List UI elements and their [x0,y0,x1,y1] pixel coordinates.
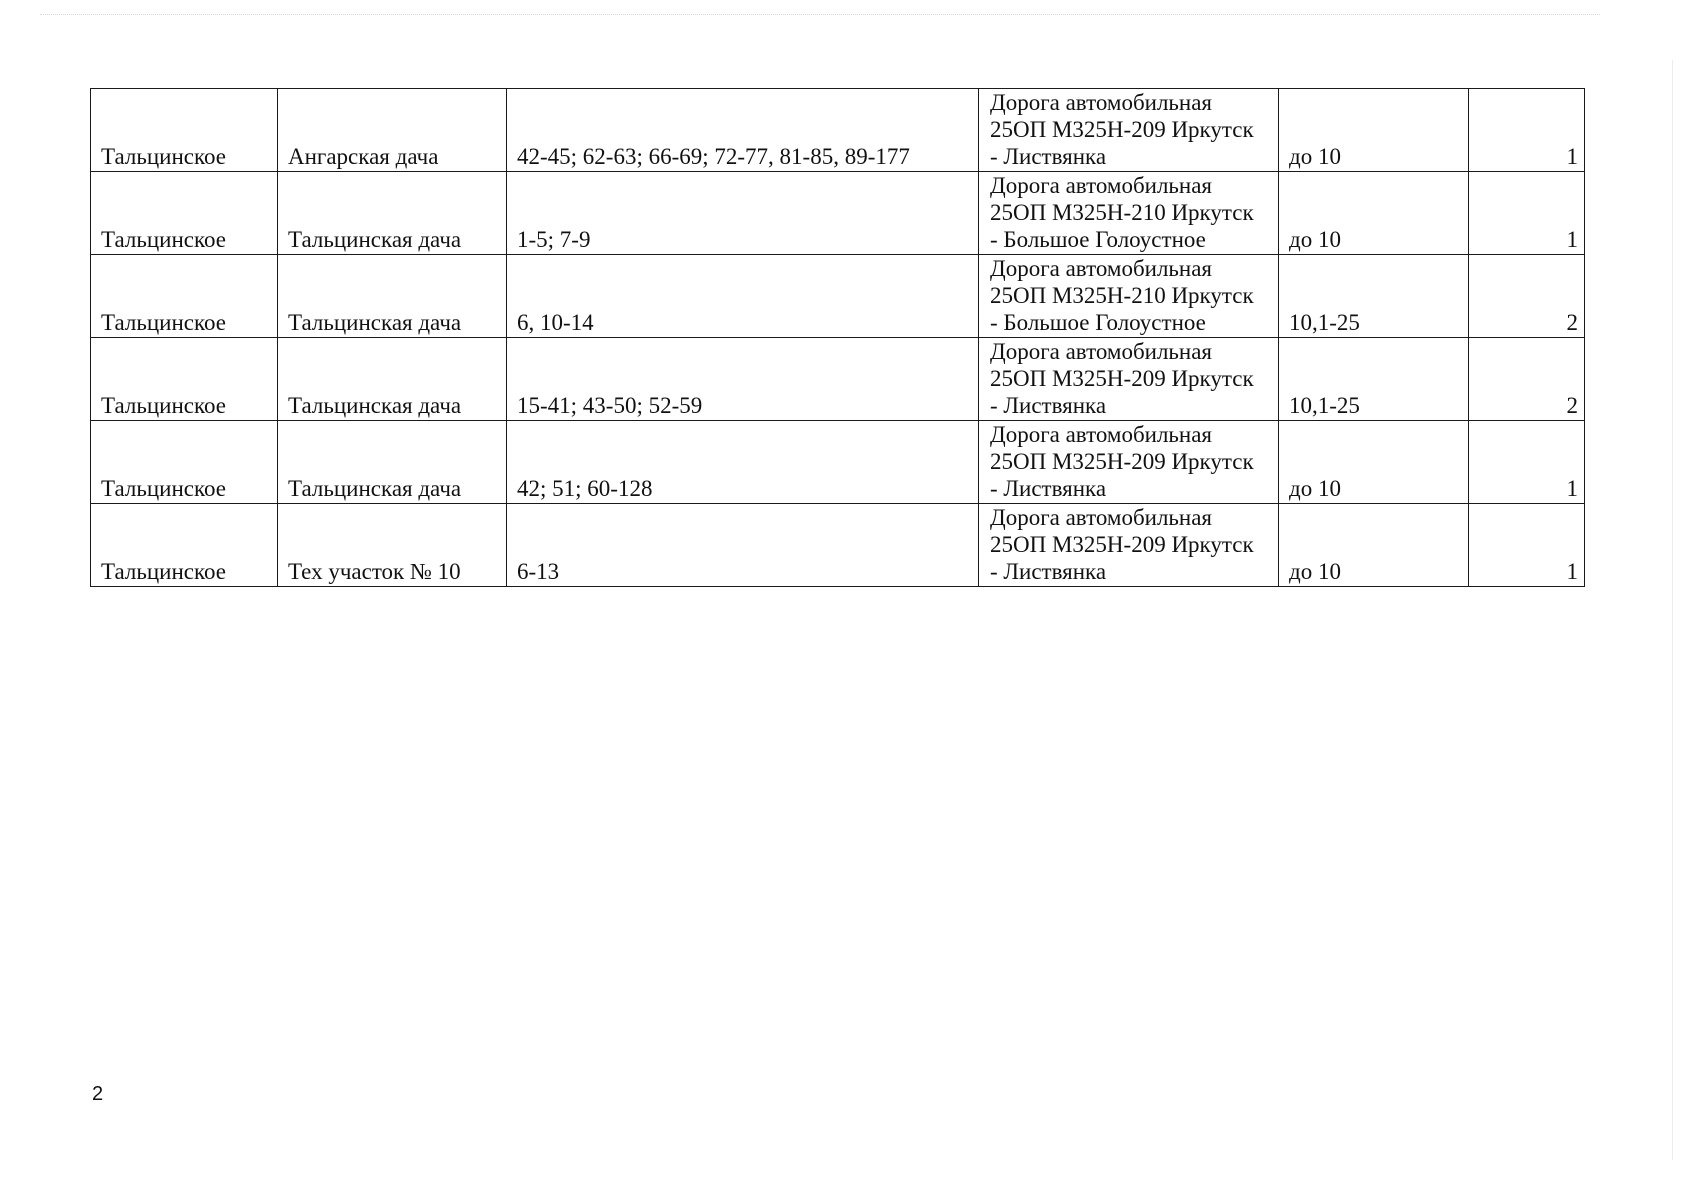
distance-cell: 10,1-25 [1279,338,1469,421]
road-line: 25ОП М325Н-210 Иркутск [990,283,1254,308]
count-cell: 1 [1469,421,1585,504]
road-line: Дорога автомобильная [990,173,1213,198]
settlement-cell: Тальцинское [91,89,278,172]
road-cell [979,89,1279,172]
road-line: 25ОП М325Н-209 Иркутск [990,449,1254,474]
blocks-cell: 42; 51; 60-128 [507,421,979,504]
road-line: 25ОП М325Н-209 Иркутск [990,366,1254,391]
road-cell [979,255,1279,338]
dacha-cell: Тальцинская дача [278,338,507,421]
road-cell [979,504,1279,587]
table-row [91,255,1585,338]
road-line: Дорога автомобильная [990,505,1213,530]
distance-cell: 10,1-25 [1279,255,1469,338]
settlement-cell: Тальцинское [91,172,278,255]
road-line: - Листвянка [990,393,1107,418]
scan-artifact-right-edge [1672,60,1673,1160]
road-line: - Листвянка [990,144,1107,169]
settlement-cell: Тальцинское [91,421,278,504]
road-line: 25ОП М325Н-209 Иркутск [990,532,1254,557]
dacha-cell: Тальцинская дача [278,421,507,504]
road-line: Дорога автомобильная [990,90,1213,115]
table-row [91,338,1585,421]
blocks-cell: 6, 10-14 [507,255,979,338]
table-row [91,89,1585,172]
road-line: - Большое Голоустное [990,227,1206,252]
dacha-cell: Тальцинская дача [278,255,507,338]
scan-artifact-top-edge [40,14,1600,15]
table-row [91,504,1585,587]
dacha-cell: Тех участок № 10 [278,504,507,587]
dacha-cell: Ангарская дача [278,89,507,172]
road-cell [979,338,1279,421]
count-cell: 2 [1469,255,1585,338]
road-cell [979,421,1279,504]
count-cell: 1 [1469,172,1585,255]
settlement-cell: Тальцинское [91,338,278,421]
dacha-cell: Тальцинская дача [278,172,507,255]
blocks-cell: 15-41; 43-50; 52-59 [507,338,979,421]
road-line: - Листвянка [990,559,1107,584]
count-cell: 1 [1469,89,1585,172]
table-row [91,421,1585,504]
forest-district-table [90,88,1585,587]
count-cell: 1 [1469,504,1585,587]
road-line: Дорога автомобильная [990,422,1213,447]
settlement-cell: Тальцинское [91,504,278,587]
blocks-cell: 42-45; 62-63; 66-69; 72-77, 81-85, 89-177 [507,89,979,172]
distance-cell: до 10 [1279,89,1469,172]
road-line: - Листвянка [990,476,1107,501]
table-row [91,172,1585,255]
blocks-cell: 6-13 [507,504,979,587]
road-line: 25ОП М325Н-209 Иркутск [990,117,1254,142]
road-cell [979,172,1279,255]
distance-cell: до 10 [1279,421,1469,504]
distance-cell: до 10 [1279,504,1469,587]
page-number: 2 [92,1083,104,1105]
blocks-cell: 1-5; 7-9 [507,172,979,255]
road-line: - Большое Голоустное [990,310,1206,335]
road-line: Дорога автомобильная [990,256,1213,281]
settlement-cell: Тальцинское [91,255,278,338]
distance-cell: до 10 [1279,172,1469,255]
count-cell: 2 [1469,338,1585,421]
road-line: Дорога автомобильная [990,339,1213,364]
road-line: 25ОП М325Н-210 Иркутск [990,200,1254,225]
